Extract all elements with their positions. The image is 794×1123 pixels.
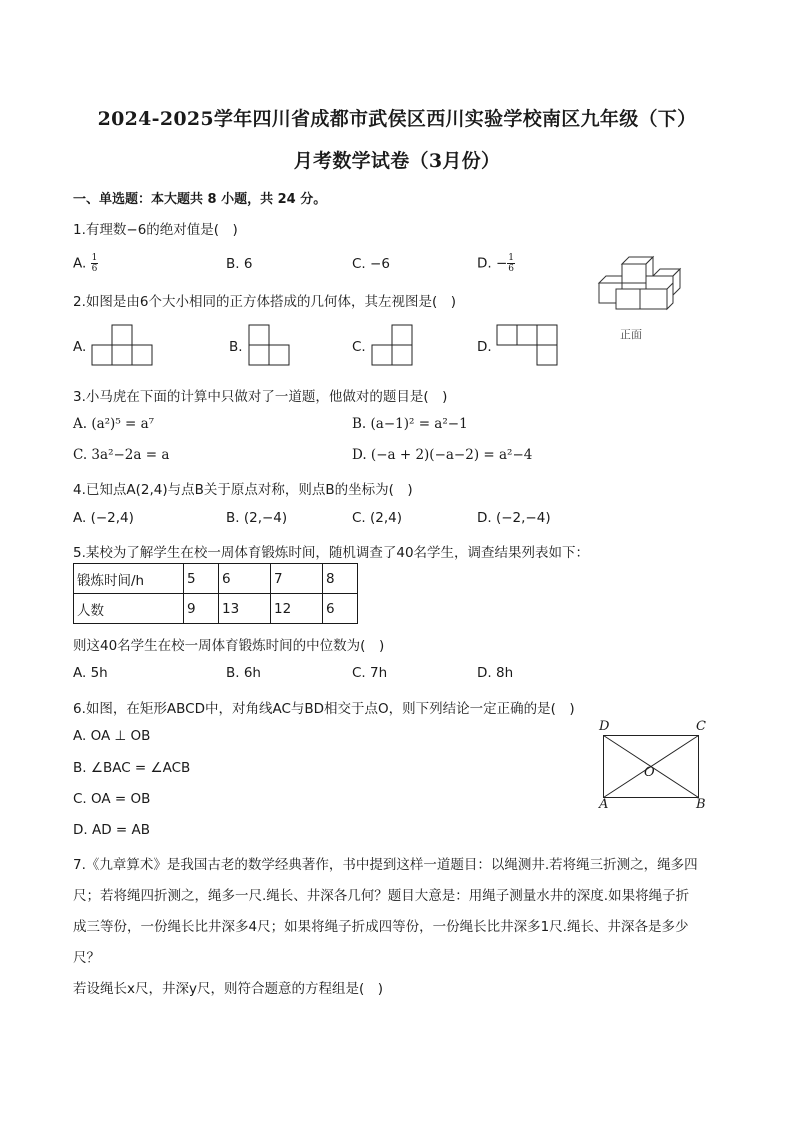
q2-option-d: D. [477, 339, 492, 355]
q7-line-2: 尺；若将绳四折测之，绳多一尺.绳长、井深各几何？题目大意是：用绳子测量水井的深度.如果将绳子折 [73, 888, 690, 904]
q6-stem: 6.如图，在矩形ABCD中，对角线AC与BD相交于点O，则下列结论一定正确的是( ) [73, 701, 575, 717]
q3-option-a: A. (a²)⁵ = a⁷ [73, 416, 155, 432]
q1-d-denominator: 6 [508, 264, 515, 274]
table-cell: 8 [323, 564, 358, 594]
q1-option-d [477, 253, 515, 274]
q2-figure-caption: 正面 [620, 328, 642, 341]
q3-option-b: B. (a−1)² = a²−1 [352, 416, 468, 432]
q4-option-c: C. (2,4) [352, 510, 403, 526]
q4-option-d: D. (−2,−4) [477, 510, 551, 526]
q3-option-c: C. 3a²−2a = a [73, 447, 170, 463]
q6-vertex-a-label: A [599, 797, 609, 812]
q5-option-c: C. 7h [352, 665, 388, 681]
table-cell: 9 [184, 594, 219, 624]
q1-option-a-label: A. [73, 255, 87, 272]
q2-option-c-figure [371, 324, 415, 366]
q6-option-a: A. OA ⊥ OB [73, 728, 151, 744]
q5-stem: 5.某校为了解学生在校一周体育锻炼时间，随机调查了40名学生，调查结果列表如下： [73, 545, 590, 561]
q6-center-o-label: O [644, 765, 655, 780]
table-cell: 12 [271, 594, 323, 624]
q2-option-b-figure [248, 324, 292, 366]
q5-option-d: D. 8h [477, 665, 514, 681]
q5-option-a: A. 5h [73, 665, 108, 681]
q1-option-a-fraction [91, 253, 99, 274]
q1-a-numerator: 1 [91, 253, 98, 263]
q1-d-numerator: 1 [508, 253, 515, 263]
q7-line-1: 7.《九章算术》是我国古老的数学经典著作，书中提到这样一道题目：以绳测井.若将绳三折测之，绳多四 [73, 857, 698, 873]
q6-vertex-d-label: D [599, 719, 610, 734]
table-cell: 7 [271, 564, 323, 594]
q7-line-3: 成三等份，一份绳长比井深多4尺；如果将绳子折成四等份，一份绳长比井深多1尺.绳长、井深各是多少 [73, 919, 689, 935]
q7-line-4: 尺？ [73, 950, 100, 966]
q4-option-b: B. (2,−4) [226, 510, 288, 526]
q2-stem: 2.如图是由6个大小相同的正方体搭成的几何体，其左视图是( ) [73, 294, 457, 310]
paper-title-line1: 2024-2025学年四川省成都市武侯区西川实验学校南区九年级（下） [97, 108, 697, 130]
q4-stem: 4.已知点A(2,4)与点B关于原点对称，则点B的坐标为( ) [73, 482, 413, 498]
q2-option-a: A. [73, 339, 87, 355]
section-heading: 一、单选题：本大题共 8 小题，共 24 分。 [73, 192, 327, 207]
q6-vertex-b-label: B [696, 797, 706, 812]
q6-option-d: D. AD = AB [73, 822, 150, 838]
q5-data-table [73, 563, 358, 624]
table-cell: 6 [323, 594, 358, 624]
q2-option-b: B. [229, 339, 243, 355]
q3-stem: 3.小马虎在下面的计算中只做对了一道题，他做对的题目是( ) [73, 389, 448, 405]
q6-option-b: B. ∠BAC = ∠ACB [73, 760, 191, 776]
q1-option-d-label: D. − [477, 255, 508, 272]
q4-option-a: A. (−2,4) [73, 510, 134, 526]
table-cell: 5 [184, 564, 219, 594]
paper-title-line2: 月考数学试卷（3月份） [293, 150, 501, 172]
q2-option-c: C. [352, 339, 366, 355]
q1-stem: 1.有理数−6的绝对值是( ) [73, 222, 238, 238]
q6-vertex-c-label: C [696, 719, 706, 734]
table-cell: 13 [219, 594, 271, 624]
q5-option-b: B. 6h [226, 665, 261, 681]
q5-follow-up: 则这40名学生在校一周体育锻炼时间的中位数为( ) [73, 638, 385, 654]
table-cell: 人数 [74, 594, 184, 624]
q1-a-denominator: 6 [91, 264, 98, 274]
q6-option-c: C. OA = OB [73, 791, 151, 807]
q1-option-d-fraction [507, 253, 515, 274]
q1-option-a [73, 253, 98, 274]
q3-option-d: D. (−a + 2)(−a−2) = a²−4 [352, 447, 533, 463]
table-cell: 6 [219, 564, 271, 594]
table-row [74, 564, 358, 594]
q2-cube-figure [596, 256, 686, 314]
q1-option-c: C. −6 [352, 256, 390, 272]
q1-option-b: B. 6 [226, 256, 253, 272]
table-row [74, 594, 358, 624]
q2-option-d-figure [496, 324, 560, 366]
table-cell: 锻炼时间/h [74, 564, 184, 594]
q2-option-a-figure [91, 324, 155, 366]
q7-line-5: 若设绳长x尺，井深y尺，则符合题意的方程组是( ) [73, 981, 384, 997]
